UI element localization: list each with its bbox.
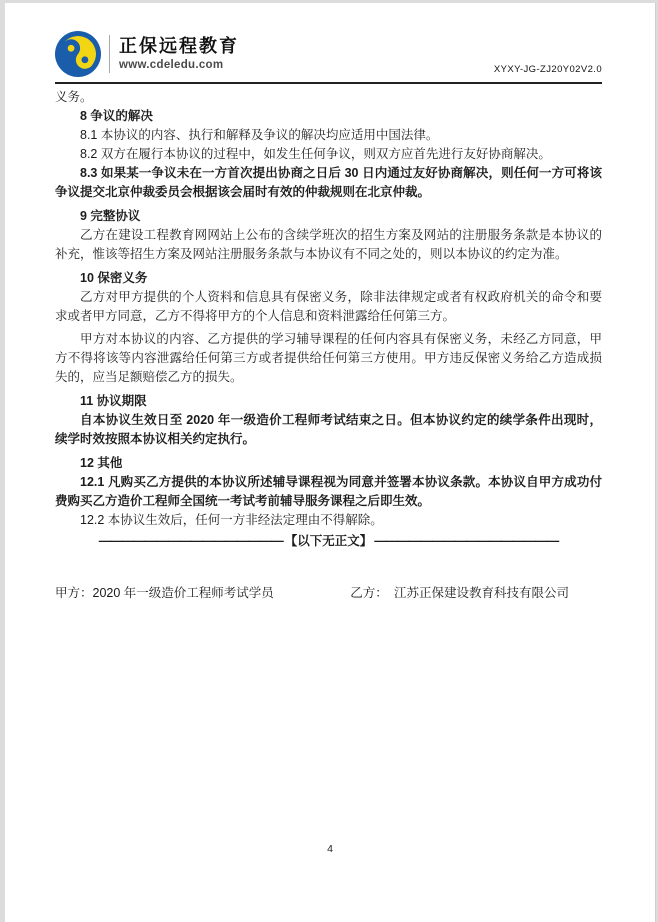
page-header bbox=[55, 31, 602, 77]
divider-label: 【以下无正文】 bbox=[284, 534, 373, 548]
section-paragraph: 8.1 本协议的内容、执行和解释及争议的解决均应适用中国法律。 bbox=[80, 128, 439, 142]
section-paragraph: 乙方对甲方提供的个人资料和信息具有保密义务，除非法律规定或者有权政府机关的命令和要求或者甲方同意，乙方不得将甲方的个人信息和资料泄露给任何第三方。 bbox=[55, 290, 602, 323]
logo-divider bbox=[109, 35, 110, 73]
party-a-signature: 甲方：2020 年一级造价工程师考试学员 bbox=[55, 586, 274, 600]
section-paragraph: 甲方对本协议的内容、乙方提供的学习辅导课程的任何内容具有保密义务，未经乙方同意，甲方不得将该等内容泄露给任何第三方或者提供给任何第三方使用。甲方违反保密义务给乙方造成损失的，应当足额赔偿乙方的损失。 bbox=[55, 332, 602, 384]
logo-text-block bbox=[119, 36, 239, 72]
header-rule bbox=[55, 82, 602, 84]
section-paragraph: 乙方在建设工程教育网网站上公布的含续学班次的招生方案及网站的注册服务条款是本协议的补充，惟该等招生方案及网站注册服务条款与本协议有不同之处的，则以本协议的约定为准。 bbox=[55, 228, 602, 261]
document-code: XYXY-JG-ZJ20Y02V2.0 bbox=[493, 64, 602, 75]
section-heading: 11 协议期限 bbox=[80, 394, 147, 408]
divider-dashes-left: ———————————————— bbox=[98, 534, 283, 548]
page-number: 4 bbox=[327, 843, 333, 855]
section-paragraph: 12.1 凡购买乙方提供的本协议所述辅导课程视为同意并签署本协议条款。本协议自甲方成功付费购买乙方造价工程师全国统一考试考前辅导服务课程之后即生效。 bbox=[55, 475, 602, 508]
section-paragraph: 8.3 如果某一争议未在一方首次提出协商之日后 30 日内通过友好协商解决，则任何一方可将该争议提交北京仲裁委员会根据该会届时有效的仲裁规则在北京仲裁。 bbox=[55, 166, 602, 199]
section-heading: 9 完整协议 bbox=[80, 209, 141, 223]
contract-body bbox=[55, 88, 602, 551]
logo-swirl-icon bbox=[55, 31, 101, 77]
sections bbox=[55, 107, 602, 530]
section-heading: 10 保密义务 bbox=[80, 271, 148, 285]
company-logo bbox=[55, 31, 239, 77]
signature-row bbox=[55, 584, 602, 603]
end-of-text-divider bbox=[55, 532, 602, 551]
brand-name: 正保远程教育 bbox=[119, 36, 239, 57]
divider-dashes-right: ———————————————— bbox=[374, 534, 559, 548]
section-paragraph: 自本协议生效日至 2020 年一级造价工程师考试结束之日。但本协议约定的续学条件出现时，续学时效按照本协议相关约定执行。 bbox=[55, 413, 602, 446]
section-paragraph: 12.2 本协议生效后，任何一方非经法定理由不得解除。 bbox=[80, 513, 383, 527]
section-heading: 8 争议的解决 bbox=[80, 109, 153, 123]
brand-website: www.cdeledu.com bbox=[119, 58, 224, 71]
continuation-line: 义务。 bbox=[55, 90, 93, 104]
section-heading: 12 其他 bbox=[80, 456, 123, 470]
section-paragraph: 8.2 双方在履行本协议的过程中，如发生任何争议，则双方应首先进行友好协商解决。 bbox=[80, 147, 551, 161]
party-b-signature: 乙方： 江苏正保建设教育科技有限公司 bbox=[350, 586, 569, 600]
document-page bbox=[5, 3, 656, 922]
